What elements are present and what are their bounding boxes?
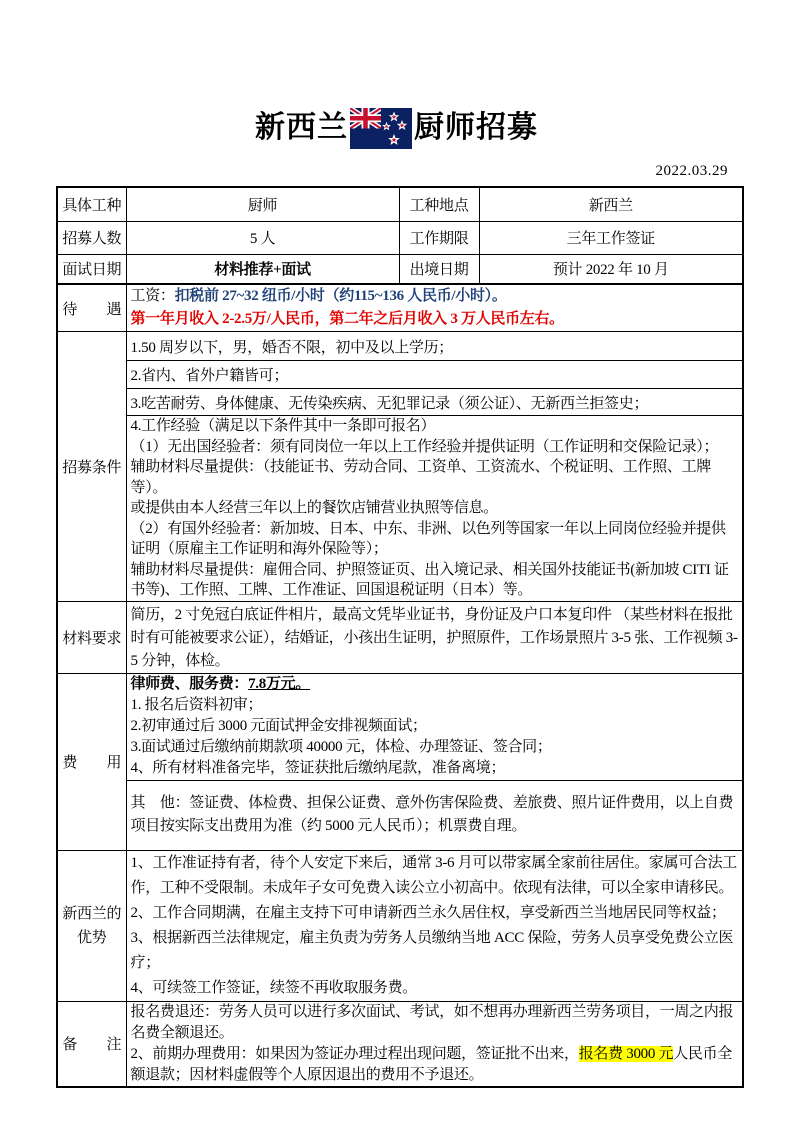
treatment-label: 待 遇 — [57, 284, 126, 332]
requirement-item-1: 1.50 周岁以下，男，婚否不限，初中及以上学历； — [126, 332, 743, 361]
work-term-label: 工作期限 — [399, 221, 479, 254]
materials-label: 材料要求 — [57, 601, 126, 673]
interview-date-value: 材料推荐+面试 — [126, 254, 399, 284]
requirements-label: 招募条件 — [57, 332, 126, 602]
experience-option1-docs: 辅助材料尽量提供：（技能证书、劳动合同、工资单、工资流水、个税证明、工作照、工牌等）。 — [130, 459, 712, 496]
experience-heading: 4.工作经验（满足以下条件其中一条即可报名） — [130, 418, 436, 434]
job-place-value: 新西兰 — [479, 187, 743, 221]
row-advantages — [57, 850, 743, 1001]
prepaid-fee-note — [131, 1044, 739, 1086]
prepaid-fee-post: 人民币全额退款；因材料虚假等个人原因退出的费用不予退还。 — [130, 1045, 733, 1083]
row-requirement-2 — [57, 361, 743, 389]
departure-date-label: 出境日期 — [399, 254, 479, 284]
requirement-item-4 — [126, 416, 743, 602]
fees-step-3: 3.面试通过后缴纳前期款项 40000 元，体检、办理签证、签合同； — [130, 739, 552, 755]
notes-content — [126, 1001, 743, 1087]
requirement-item-2: 2.省内、省外户籍皆可； — [126, 361, 743, 389]
requirement-item-3: 3.吃苦耐劳、身体健康、无传染疾病、无犯罪记录（须公证）、无新西兰拒签史； — [126, 389, 743, 416]
treatment-content — [126, 284, 743, 332]
row-headcount — [57, 221, 743, 254]
fees-other-content: 其 他：签证费、体检费、担保公证费、意外伤害保险费、差旅费、照片证件费用，以上自费项目按实际支出费用为准（约 5000 元人民币）；机票费自理。 — [126, 780, 743, 850]
fees-step-4: 4、所有材料准备完毕，签证获批后缴纳尾款，准备离境； — [130, 760, 506, 776]
document-date: 2022.03.29 — [655, 163, 728, 179]
wage-amount: 扣税前 27~32 纽币/小时（约115~136 人民币/小时）。 — [174, 288, 507, 304]
wage-prefix: 工资： — [130, 288, 175, 304]
wage-line — [131, 285, 739, 308]
experience-option1: （1）无出国经验者：须有同岗位一年以上工作经验并提供证明（工作证明和交保险记录）； — [130, 438, 719, 455]
page-title — [0, 106, 793, 150]
title-suffix: 厨师招募 — [414, 111, 538, 144]
advantage-1: 1、工作准证持有者，待个人安定下来后，通常 3-6 月可以带家属全家前往居住。家属可合法工作，工种不受限制。未成年子女可免费入读公立小初高中。依现有法律，可以全家申请移民。 — [130, 854, 737, 896]
headcount-label: 招募人数 — [57, 221, 126, 254]
fees-step-1: 1. 报名后资料初审； — [130, 697, 263, 713]
fees-headline — [131, 674, 739, 695]
fees-headline-text: 律师费、服务费： — [130, 676, 249, 692]
departure-date-value: 预计 2022 年 10 月 — [479, 254, 743, 284]
job-type-value: 厨师 — [126, 187, 399, 221]
interview-date-label: 面试日期 — [57, 254, 126, 284]
title-prefix: 新西兰 — [255, 111, 348, 144]
row-notes — [57, 1001, 743, 1087]
job-type-label: 具体工种 — [57, 187, 126, 221]
materials-content: 简历，2 寸免冠白底证件相片，最高文凭毕业证书，身份证及户口本复印件 （某些材料在报批时有可能被要求公证），结婚证，小孩出生证明，护照原件，工作场景照片 3-5 张、工作视频 3-5 分钟，体检。 — [126, 601, 743, 673]
new-zealand-flag-icon — [350, 108, 412, 149]
row-treatment — [57, 284, 743, 332]
recruitment-table — [56, 186, 744, 1088]
advantages-content — [126, 850, 743, 1001]
experience-option2-docs: 辅助材料尽量提供：雇佣合同、护照签证页、出入境记录、相关国外技能证书(新加坡 CITI 证书等)、工作照、工牌、工作准证、回国退税证明（日本）等。 — [130, 561, 729, 598]
row-materials — [57, 601, 743, 673]
row-requirement-3 — [57, 389, 743, 416]
notes-label: 备 注 — [57, 1001, 126, 1087]
prepaid-fee-pre: 2、前期办理费用：如果因为签证办理过程出现问题，签证批不出来， — [130, 1045, 579, 1062]
advantage-4: 4、可续签工作签证，续签不再收取服务费。 — [130, 979, 418, 996]
fees-step-2: 2.初审通过后 3000 元面试押金安排视频面试； — [130, 718, 427, 734]
row-requirement-1 — [57, 332, 743, 361]
row-fees-list — [57, 673, 743, 780]
fees-headline-amount: 7.8万元。 — [248, 676, 311, 692]
refund-note: 报名费退还：劳务人员可以进行多次面试、考试，如不想再办理新西兰劳务项目，一周之内报名费全额退还。 — [130, 1003, 734, 1041]
advantage-2: 2、工作合同期满，在雇主支持下可申请新西兰永久居住权，享受新西兰当地居民同等权益； — [130, 904, 726, 921]
fees-list-content — [126, 673, 743, 780]
advantages-label: 新西兰的优势 — [57, 850, 126, 1001]
row-requirement-4 — [57, 416, 743, 602]
row-interview — [57, 254, 743, 284]
work-term-value: 三年工作签证 — [479, 221, 743, 254]
job-place-label: 工种地点 — [399, 187, 479, 221]
row-job — [57, 187, 743, 221]
headcount-value: 5 人 — [126, 221, 399, 254]
income-line: 第一年月收入 2-2.5万/人民币，第二年之后月收入 3 万人民币左右。 — [130, 311, 564, 327]
experience-option1-alt: 或提供由本人经营三年以上的餐饮店铺营业执照等信息。 — [130, 500, 499, 516]
experience-option2: （2）有国外经验者：新加坡、日本、中东、非洲、以色列等国家一年以上同岗位经验并提供证明（原雇主工作证明和海外保险等）； — [130, 520, 726, 557]
fees-label: 费 用 — [57, 673, 126, 850]
prepaid-fee-highlight: 报名费 3000 元 — [578, 1045, 674, 1062]
row-fees-other — [57, 780, 743, 850]
advantage-3: 3、根据新西兰法律规定，雇主负责为劳务人员缴纳当地 ACC 保险，劳务人员享受免费公立医疗； — [130, 929, 734, 971]
